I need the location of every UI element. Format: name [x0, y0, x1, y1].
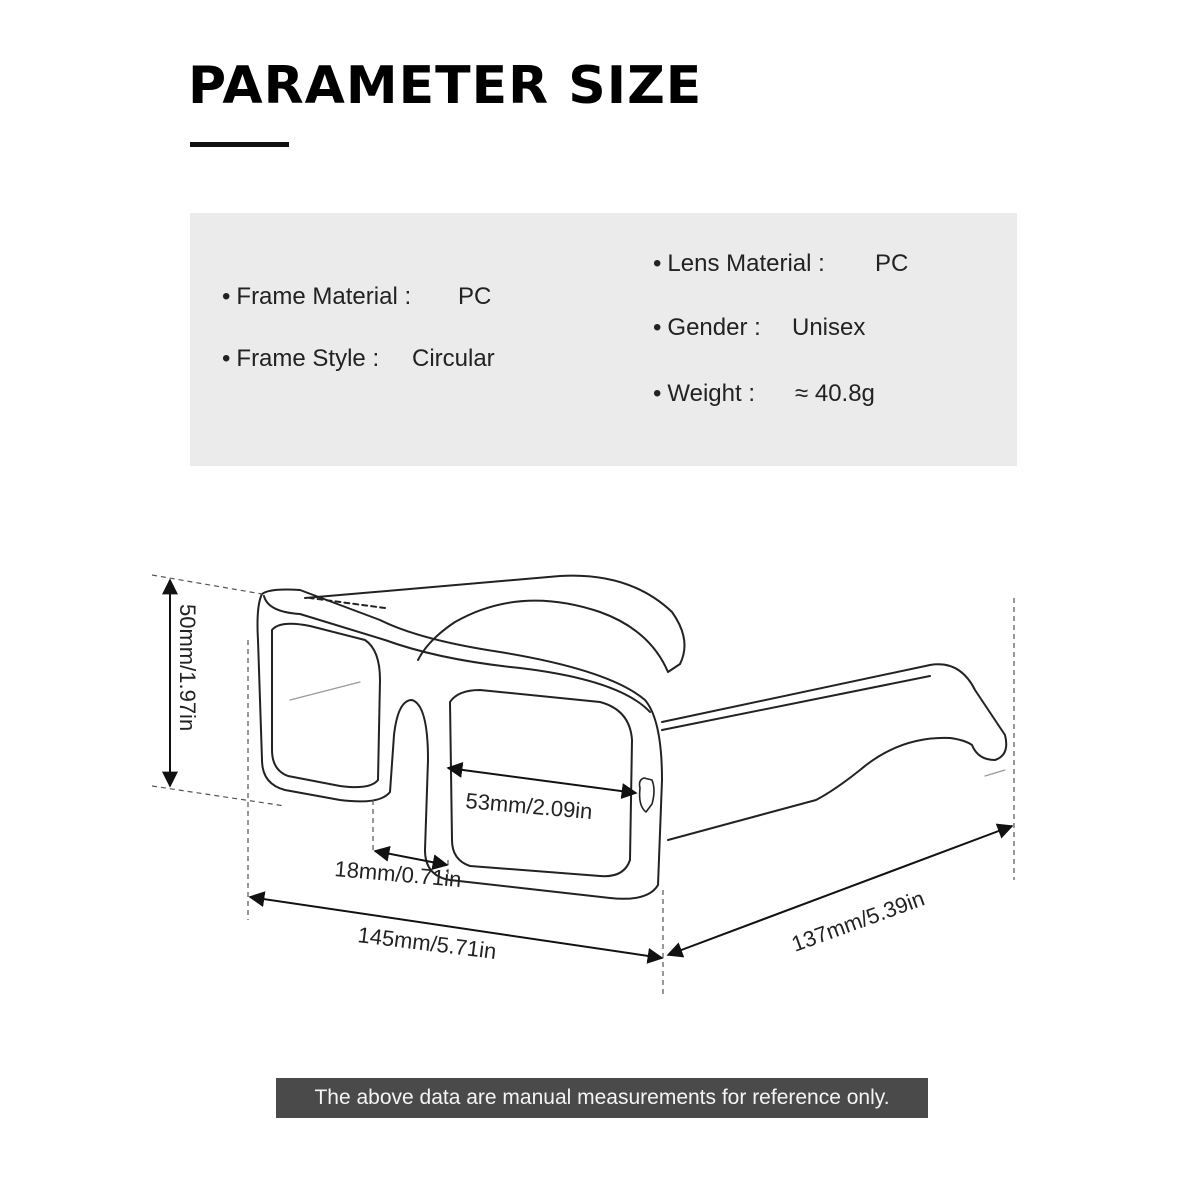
- bullet-icon: •: [222, 345, 231, 372]
- lens-width-label: 53mm/2.09in: [464, 788, 594, 825]
- bullet-icon: •: [653, 250, 662, 277]
- spec-value: PC: [458, 283, 492, 310]
- temple-length-label: 137mm/5.39in: [788, 885, 928, 957]
- bullet-icon: •: [653, 314, 662, 341]
- bullet-icon: •: [222, 283, 231, 310]
- glasses-sketch: [258, 576, 1007, 899]
- bullet-icon: •: [653, 380, 662, 407]
- spec-value: Circular: [412, 345, 495, 372]
- spec-label: Frame Material :: [236, 283, 412, 310]
- spec-label: Frame Style :: [236, 345, 380, 372]
- page-title: PARAMETER SIZE: [188, 56, 703, 116]
- spec-value: ≈ 40.8g: [795, 380, 875, 407]
- frame-height-label: 50mm/1.97in: [175, 604, 200, 732]
- footer-note: The above data are manual measurements for reference only.: [276, 1078, 928, 1118]
- bridge-width-label: 18mm/0.71in: [333, 856, 463, 893]
- spec-label: Gender :: [667, 314, 761, 341]
- spec-value: PC: [875, 250, 909, 277]
- spec-label: Lens Material :: [667, 250, 825, 277]
- spec-label: Weight :: [667, 380, 756, 407]
- frame-width-label: 145mm/5.71in: [356, 922, 498, 964]
- spec-value: Unisex: [792, 314, 866, 341]
